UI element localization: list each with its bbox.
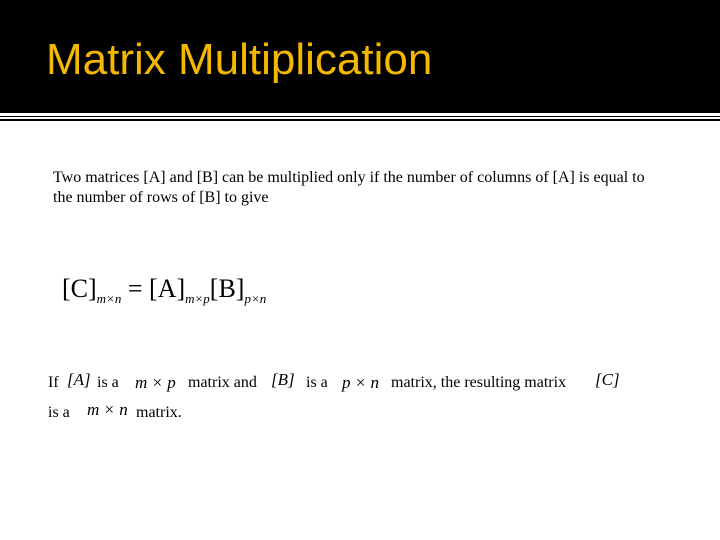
slide-title: Matrix Multiplication <box>46 35 433 84</box>
dim-p-by-n: p × n <box>342 373 379 392</box>
dim-m-by-n: m × n <box>87 400 128 419</box>
c-dimension: m×n <box>96 291 122 306</box>
divider-thin <box>0 116 720 117</box>
matrix-a: [A] <box>149 274 186 303</box>
matrix-a-inline: [A] <box>67 370 91 389</box>
a-dimension: m×p <box>185 291 210 306</box>
if-word: If <box>48 374 59 391</box>
matrix-b: [B] <box>209 274 245 303</box>
b-dimension: p×n <box>244 291 267 306</box>
dim-m-by-p: m × p <box>135 373 176 392</box>
intro-text: Two matrices [A] and [B] can be multiplied only if the number of columns of [A] is equal to the number of rows of [B] to give <box>53 169 645 206</box>
resulting-matrix-text: matrix, the resulting matrix <box>391 374 567 391</box>
title-bar <box>0 0 720 113</box>
matrix-and-text: matrix and <box>188 374 257 391</box>
matrix-c-inline: [C] <box>595 370 620 389</box>
is-a-text-3: is a <box>48 404 70 421</box>
is-a-text-2: is a <box>306 374 328 391</box>
matrix-c: [C] <box>62 274 97 303</box>
matrix-b-inline: [B] <box>271 370 295 389</box>
equals-sign: = <box>127 274 143 303</box>
product-equation <box>62 276 266 305</box>
is-a-text-1: is a <box>97 374 119 391</box>
matrix-period-text: matrix. <box>136 404 182 421</box>
divider-thick <box>0 119 720 121</box>
